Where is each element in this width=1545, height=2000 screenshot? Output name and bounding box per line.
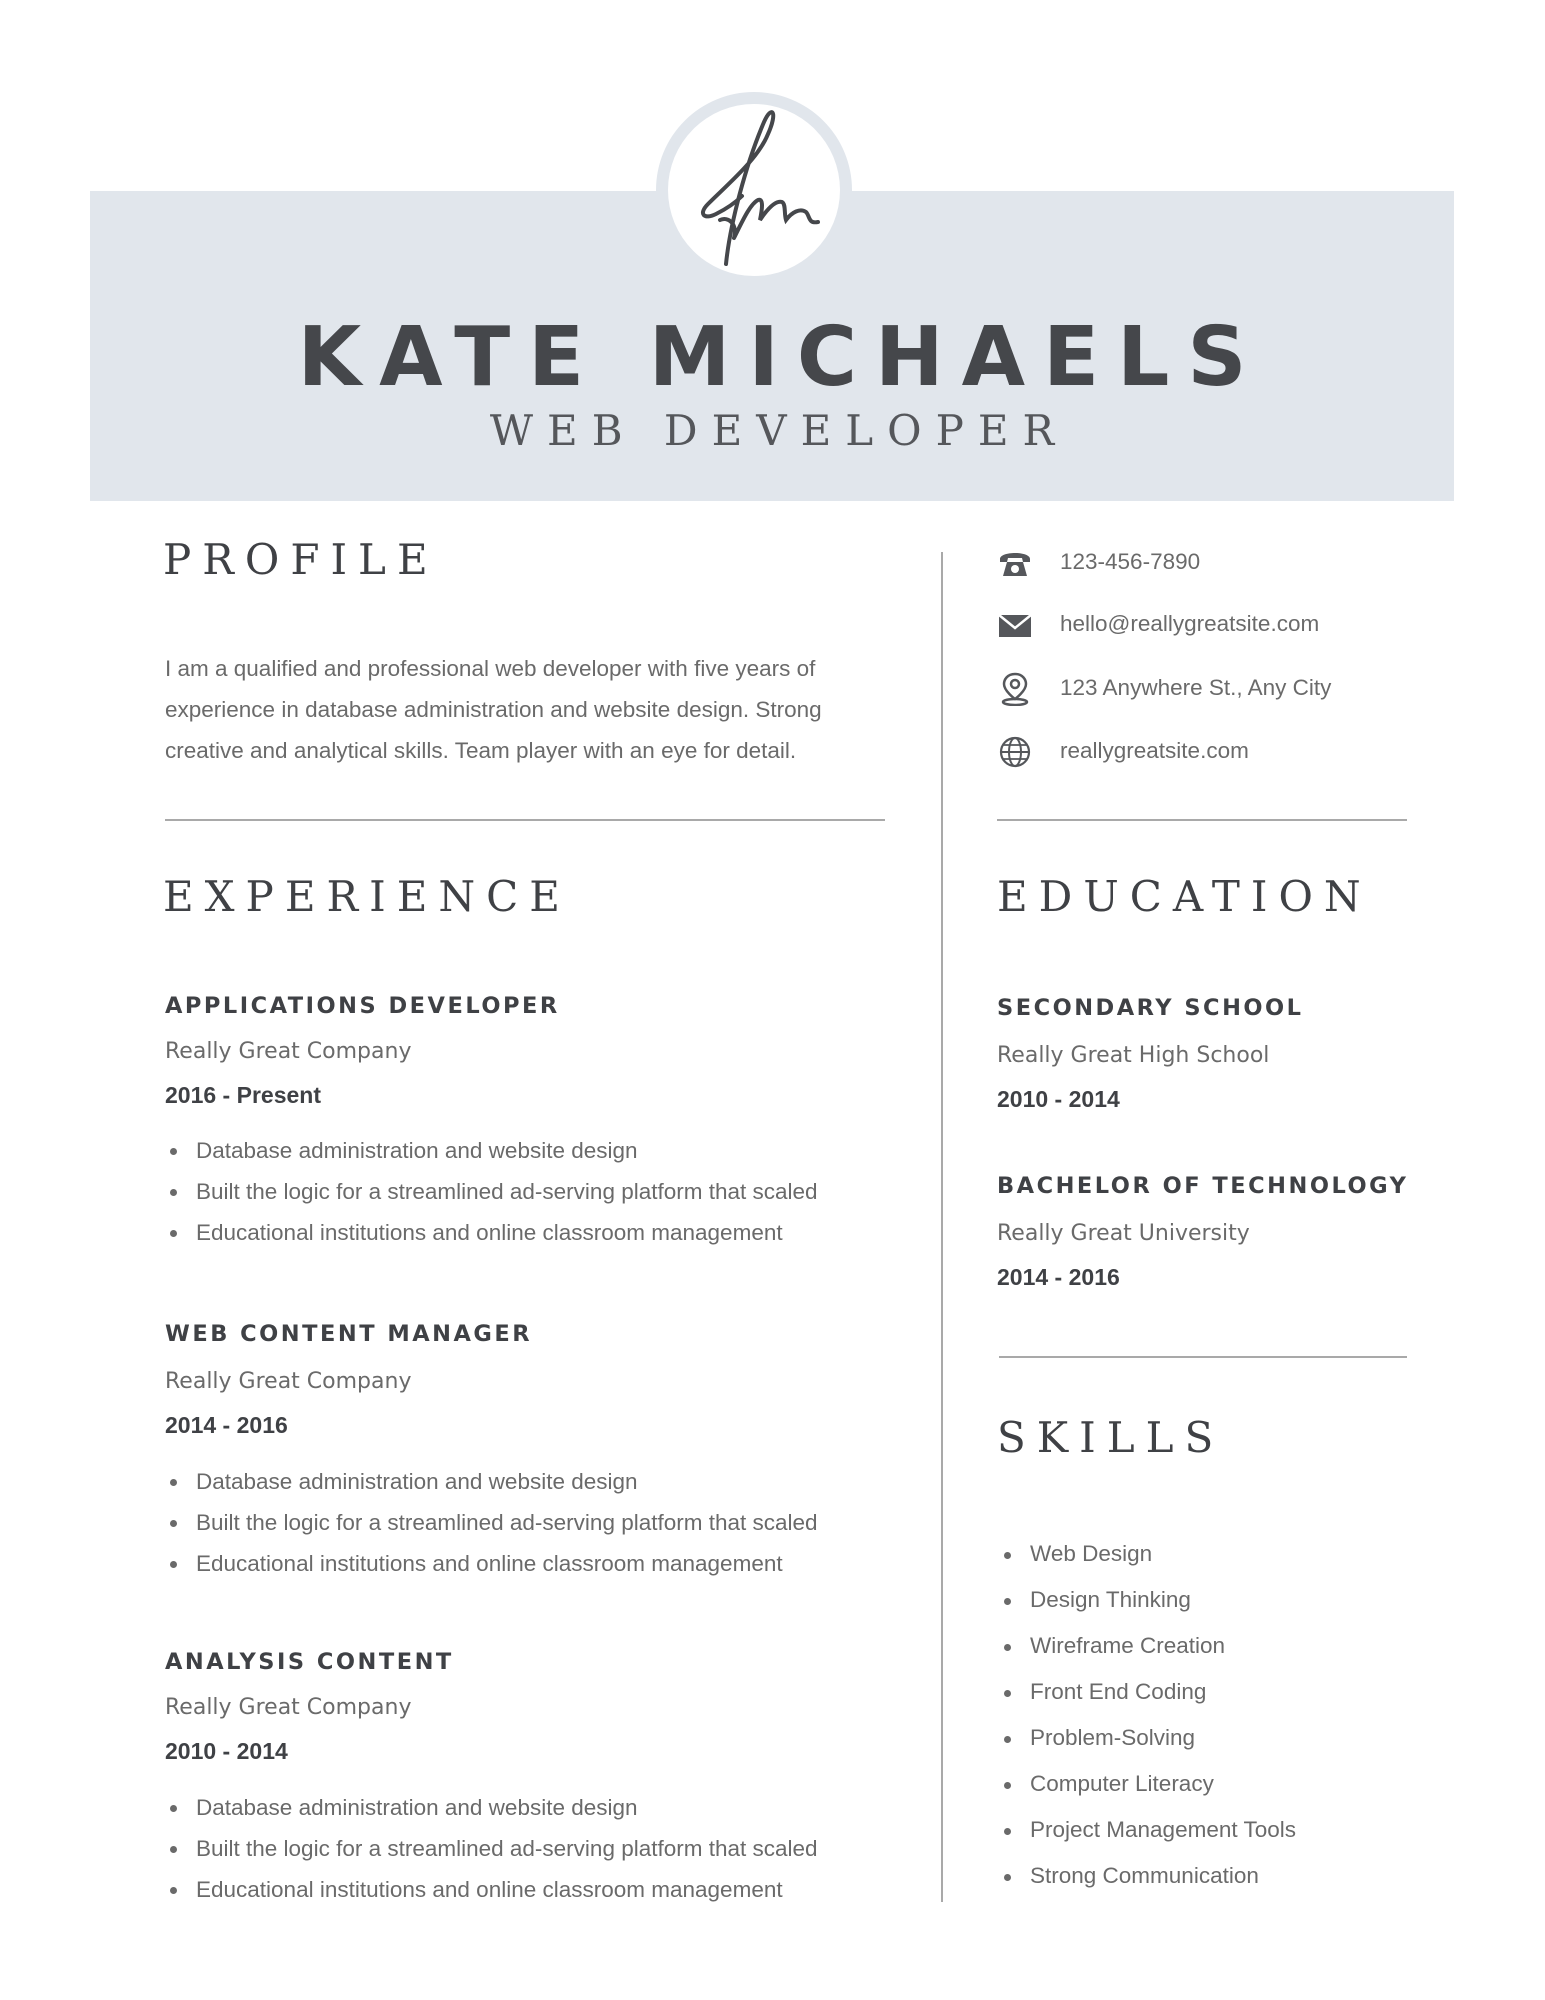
list-item: Database administration and website design <box>196 1787 818 1828</box>
job-bullets <box>165 1130 818 1253</box>
contact-website-text: reallygreatsite.com <box>1060 738 1249 763</box>
job-title: WEB CONTENT MANAGER <box>165 1321 533 1347</box>
education-school: Really Great University <box>997 1221 1250 1246</box>
list-item: Educational institutions and online classroom management <box>196 1543 818 1584</box>
monogram-signature <box>668 104 840 276</box>
education-dates: 2014 - 2016 <box>997 1264 1120 1290</box>
contact-phone-text: 123-456-7890 <box>1060 549 1201 574</box>
job-company: Really Great Company <box>165 1039 412 1064</box>
candidate-name: KATE MICHAELS <box>297 310 1265 405</box>
education-dates: 2010 - 2014 <box>997 1086 1120 1112</box>
job-company: Really Great Company <box>165 1695 412 1720</box>
list-item: Strong Communication <box>1030 1853 1296 1899</box>
contact-address-text: 123 Anywhere St., Any City <box>1060 675 1332 700</box>
list-item: Database administration and website design <box>196 1130 818 1171</box>
skills-heading: SKILLS <box>997 1413 1225 1462</box>
contact-website[interactable] <box>997 731 1417 771</box>
experience-heading: EXPERIENCE <box>163 872 571 921</box>
list-item: Educational institutions and online classroom management <box>196 1869 818 1910</box>
job-bullets <box>165 1461 818 1584</box>
skills-list <box>999 1531 1296 1899</box>
job-title: APPLICATIONS DEVELOPER <box>165 993 560 1019</box>
email-icon <box>997 608 1033 642</box>
phone-icon <box>997 546 1033 580</box>
job-company: Really Great Company <box>165 1369 412 1394</box>
list-item: Design Thinking <box>1030 1577 1296 1623</box>
list-item: Wireframe Creation <box>1030 1623 1296 1669</box>
job-bullets <box>165 1787 818 1910</box>
contact-address[interactable] <box>997 668 1417 708</box>
profile-text: I am a qualified and professional web developer with five years of experience in database administration and website design. Strong creative and analytical skills. Team player with an eye for detail. <box>165 656 822 763</box>
job-dates: 2016 - Present <box>165 1082 321 1108</box>
education-heading: EDUCATION <box>997 872 1372 921</box>
monogram-badge <box>656 92 852 288</box>
contact-phone[interactable] <box>997 542 1417 582</box>
education-divider <box>999 1356 1407 1358</box>
list-item: Computer Literacy <box>1030 1761 1296 1807</box>
candidate-title: WEB DEVELOPER <box>489 406 1069 455</box>
list-item: Built the logic for a streamlined ad-serving platform that scaled <box>196 1502 818 1543</box>
job-dates: 2010 - 2014 <box>165 1738 288 1764</box>
profile-divider <box>165 819 885 821</box>
monogram-signature-icon <box>668 104 840 276</box>
list-item: Front End Coding <box>1030 1669 1296 1715</box>
list-item: Database administration and website design <box>196 1461 818 1502</box>
education-degree: SECONDARY SCHOOL <box>997 995 1304 1021</box>
list-item: Web Design <box>1030 1531 1296 1577</box>
education-degree: BACHELOR OF TECHNOLOGY <box>997 1173 1409 1199</box>
contact-email-text: hello@reallygreatsite.com <box>1060 611 1320 636</box>
list-item: Educational institutions and online classroom management <box>196 1212 818 1253</box>
list-item: Built the logic for a streamlined ad-serving platform that scaled <box>196 1828 818 1869</box>
education-school: Really Great High School <box>997 1043 1270 1068</box>
list-item: Problem-Solving <box>1030 1715 1296 1761</box>
contact-email[interactable] <box>997 604 1417 644</box>
profile-heading: PROFILE <box>163 535 439 584</box>
column-divider <box>941 552 943 1902</box>
list-item: Built the logic for a streamlined ad-serving platform that scaled <box>196 1171 818 1212</box>
contact-divider <box>997 819 1407 821</box>
location-pin-icon <box>997 672 1033 706</box>
list-item: Project Management Tools <box>1030 1807 1296 1853</box>
job-title: ANALYSIS CONTENT <box>165 1649 454 1675</box>
job-dates: 2014 - 2016 <box>165 1412 288 1438</box>
globe-icon <box>997 735 1033 769</box>
